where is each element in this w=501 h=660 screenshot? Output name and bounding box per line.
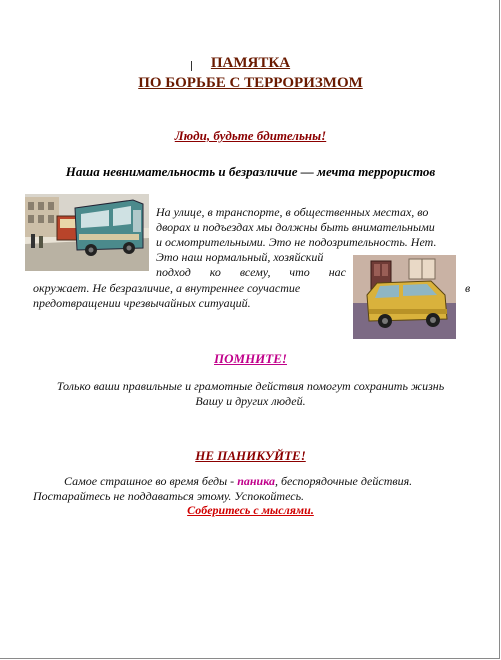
paragraph-vigilance [156, 205, 479, 250]
para1-line6-left: окружает. Не безразличие, а внутреннее соучастие [33, 281, 301, 295]
slogan: Люди, будьте бдительны! [174, 128, 327, 143]
para1-line: Это наш нормальный, хозяйский [156, 250, 324, 264]
para1-line: и осмотрительными. Это не подозрительность. Нет. [156, 235, 437, 249]
nopanic-text-line2: Постарайтесь не поддаваться этому. Успокойтесь. [33, 489, 305, 503]
para1-line6-right: в [465, 281, 471, 295]
remember-text-line2: Вашу и других людей. [195, 394, 306, 408]
para1-line: На улице, в транспорте, в общественных местах, во [156, 205, 429, 219]
para1-line: подход ко всему, что нас [156, 265, 346, 279]
nopanic-text-line1 [64, 474, 494, 489]
paragraph-vigilance-narrow [156, 250, 346, 280]
remember-heading: ПОМНИТЕ! [214, 351, 287, 366]
yellow-van-illustration [353, 255, 456, 339]
bus-street-illustration [25, 194, 149, 271]
gather-thoughts: Соберитесь с мыслями. [187, 503, 314, 517]
nopanic-text-before: Самое страшное во время беды - [64, 474, 238, 488]
subheading: Наша невнимательность и безразличие — мечта террористов [65, 164, 436, 179]
para1-line7: предотвращении чрезвычайных ситуаций. [33, 296, 251, 310]
nopanic-text-after: , беспорядочные действия. [274, 474, 413, 488]
memo-title-line1: ПАМЯТКА [210, 55, 291, 71]
panic-word: паника [237, 474, 275, 488]
para1-line: дворах и подъездах мы должны быть внимательными [156, 220, 435, 234]
memo-title-line2: ПО БОРЬБЕ С ТЕРРОРИЗМОМ [138, 75, 363, 91]
nopanic-heading: НЕ ПАНИКУЙТЕ! [195, 448, 306, 463]
remember-text-line1: Только ваши правильные и грамотные действия помогут сохранить жизнь [56, 379, 445, 393]
